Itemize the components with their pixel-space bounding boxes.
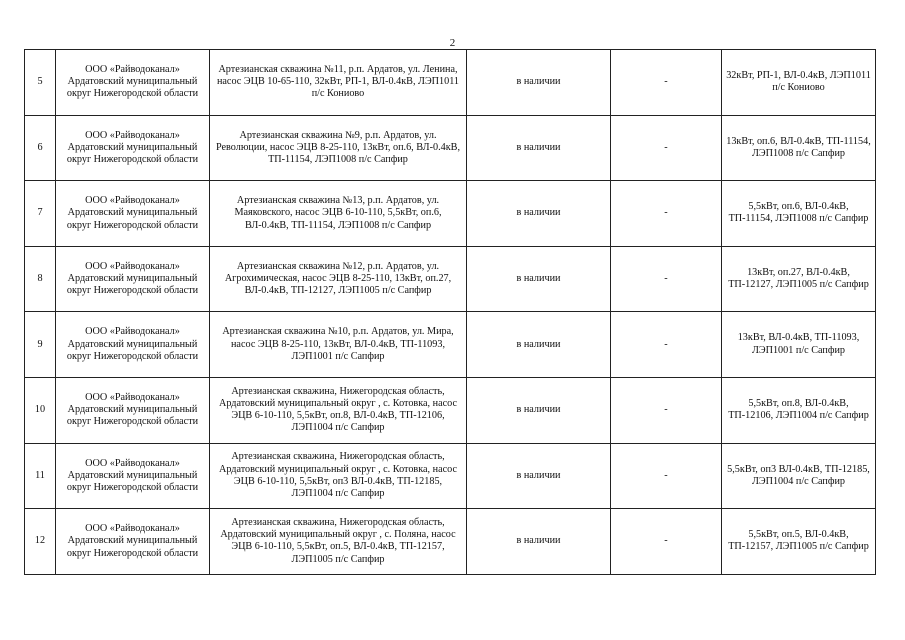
status-cell: в наличии xyxy=(467,312,611,378)
empty-value-cell: - xyxy=(611,115,722,181)
empty-value-cell: - xyxy=(611,509,722,575)
power-params-cell: 5,5кВт, оп3 ВЛ-0.4кВ, ТП-12185, ЛЭП1004 п/с Сапфир xyxy=(722,443,876,509)
organization-cell: ООО «Райводоканал» Ардатовский муниципальный округ Нижегородской области xyxy=(56,509,210,575)
table-row xyxy=(25,377,876,443)
organization-cell: ООО «Райводоканал» Ардатовский муниципальный округ Нижегородской области xyxy=(56,246,210,312)
row-number: 8 xyxy=(25,246,56,312)
object-description-cell: Артезианская скважина, Нижегородская область, Ардатовский муниципальный округ , с. Котовка, насос ЭЦВ 6-10-110, 5,5кВт, оп3 ВЛ-0.4кВ, ТП-12185, ЛЭП1004 п/с Сапфир xyxy=(210,443,467,509)
object-description-cell: Артезианская скважина №12, р.п. Ардатов, ул. Агрохимическая, насос ЭЦВ 8-25-110, 13кВт, оп.27, ВЛ-0.4кВ, ТП-12127, ЛЭП1005 п/с Сапфир xyxy=(210,246,467,312)
status-cell: в наличии xyxy=(467,115,611,181)
table-row xyxy=(25,115,876,181)
object-description-cell: Артезианская скважина, Нижегородская область, Ардатовский муниципальный округ , с. Поляна, насос ЭЦВ 6-10-110, 5,5кВт, оп.5, ВЛ-0.4кВ, ТП-12157, ЛЭП1005 п/с Сапфир xyxy=(210,509,467,575)
status-cell: в наличии xyxy=(467,377,611,443)
power-params-cell: 13кВт, ВЛ-0.4кВ, ТП-11093, ЛЭП1001 п/с Сапфир xyxy=(722,312,876,378)
power-params-cell: 13кВт, оп.27, ВЛ-0.4кВ, ТП-12127, ЛЭП1005 п/с Сапфир xyxy=(722,246,876,312)
status-cell: в наличии xyxy=(467,181,611,247)
row-number: 10 xyxy=(25,377,56,443)
row-number: 11 xyxy=(25,443,56,509)
empty-value-cell: - xyxy=(611,50,722,116)
empty-value-cell: - xyxy=(611,377,722,443)
power-params-cell: 5,5кВт, оп.8, ВЛ-0.4кВ, ТП-12106, ЛЭП1004 п/с Сапфир xyxy=(722,377,876,443)
organization-cell: ООО «Райводоканал» Ардатовский муниципальный округ Нижегородской области xyxy=(56,443,210,509)
organization-cell: ООО «Райводоканал» Ардатовский муниципальный округ Нижегородской области xyxy=(56,181,210,247)
row-number: 5 xyxy=(25,50,56,116)
empty-value-cell: - xyxy=(611,443,722,509)
empty-value-cell: - xyxy=(611,246,722,312)
organization-cell: ООО «Райводоканал» Ардатовский муниципальный округ Нижегородской области xyxy=(56,312,210,378)
empty-value-cell: - xyxy=(611,181,722,247)
table-row xyxy=(25,443,876,509)
power-params-cell: 13кВт, оп.6, ВЛ-0.4кВ, ТП-11154, ЛЭП1008 п/с Сапфир xyxy=(722,115,876,181)
table-row xyxy=(25,181,876,247)
table-row xyxy=(25,312,876,378)
table-row xyxy=(25,246,876,312)
row-number: 6 xyxy=(25,115,56,181)
organization-cell: ООО «Райводоканал» Ардатовский муниципальный округ Нижегородской области xyxy=(56,377,210,443)
status-cell: в наличии xyxy=(467,246,611,312)
row-number: 9 xyxy=(25,312,56,378)
table-row xyxy=(25,509,876,575)
power-params-cell: 5,5кВт, оп.5, ВЛ-0.4кВ, ТП-12157, ЛЭП1005 п/с Сапфир xyxy=(722,509,876,575)
object-description-cell: Артезианская скважина №9, р.п. Ардатов, ул. Революции, насос ЭЦВ 8-25-110, 13кВт, оп.6, ВЛ-0.4кВ, ТП-11154, ЛЭП1008 п/с Сапфир xyxy=(210,115,467,181)
row-number: 12 xyxy=(25,509,56,575)
table-row xyxy=(25,50,876,116)
row-number: 7 xyxy=(25,181,56,247)
page-number: 2 xyxy=(449,37,456,49)
wells-table xyxy=(24,49,876,575)
empty-value-cell: - xyxy=(611,312,722,378)
status-cell: в наличии xyxy=(467,509,611,575)
object-description-cell: Артезианская скважина №10, р.п. Ардатов, ул. Мира, насос ЭЦВ 8-25-110, 13кВт, ВЛ-0.4кВ, ТП-11093, ЛЭП1001 п/с Сапфир xyxy=(210,312,467,378)
object-description-cell: Артезианская скважина №13, р.п. Ардатов, ул. Маяковского, насос ЭЦВ 6-10-110, 5,5кВт, оп.6, ВЛ-0.4кВ, ТП-11154, ЛЭП1008 п/с Сапфир xyxy=(210,181,467,247)
power-params-cell: 32кВт, РП-1, ВЛ-0.4кВ, ЛЭП1011 п/с Кониово xyxy=(722,50,876,116)
status-cell: в наличии xyxy=(467,443,611,509)
power-params-cell: 5,5кВт, оп.6, ВЛ-0.4кВ, ТП-11154, ЛЭП1008 п/с Сапфир xyxy=(722,181,876,247)
organization-cell: ООО «Райводоканал» Ардатовский муниципальный округ Нижегородской области xyxy=(56,50,210,116)
status-cell: в наличии xyxy=(467,50,611,116)
organization-cell: ООО «Райводоканал» Ардатовский муниципальный округ Нижегородской области xyxy=(56,115,210,181)
object-description-cell: Артезианская скважина №11, р.п. Ардатов, ул. Ленина, насос ЭЦВ 10-65-110, 32кВт, РП-1, ВЛ-0.4кВ, ЛЭП1011 п/с Кониово xyxy=(210,50,467,116)
object-description-cell: Артезианская скважина, Нижегородская область, Ардатовский муниципальный округ , с. Котовка, насос ЭЦВ 6-10-110, 5,5кВт, оп.8, ВЛ-0.4кВ, ТП-12106, ЛЭП1004 п/с Сапфир xyxy=(210,377,467,443)
